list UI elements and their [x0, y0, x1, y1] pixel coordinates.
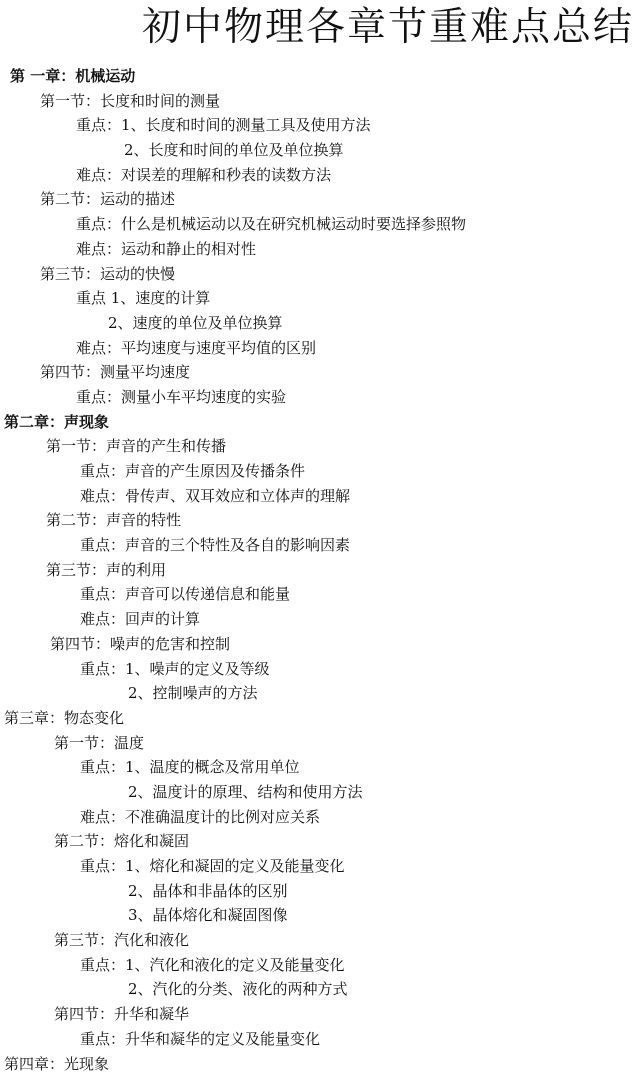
key-point-text: 重点：声音可以传递信息和能量 [80, 582, 290, 607]
key-point-text: 重点：1、熔化和凝固的定义及能量变化 [80, 854, 345, 879]
section-heading [0, 731, 640, 756]
section-label: 第四节：测量平均速度 [40, 360, 190, 385]
chapter-label: 第四章：光现象 [4, 1052, 109, 1076]
sub-point [0, 138, 640, 163]
chapter-label: 第 一章：机械运动 [10, 64, 135, 89]
section-label: 第一节：长度和时间的测量 [40, 89, 220, 114]
sub-point-text: 2、速度的单位及单位换算 [108, 311, 283, 336]
key-point [0, 286, 640, 311]
key-point-text: 重点：1、汽化和液化的定义及能量变化 [80, 953, 345, 978]
section-heading [0, 1002, 640, 1027]
key-point-text: 重点：1、温度的概念及常用单位 [80, 755, 300, 780]
sub-point-text: 3、晶体熔化和凝固图像 [128, 903, 288, 928]
difficult-point-text: 难点：骨传声、双耳效应和立体声的理解 [80, 484, 350, 509]
difficult-point [0, 484, 640, 509]
key-point [0, 582, 640, 607]
key-point [0, 854, 640, 879]
section-heading [0, 928, 640, 953]
section-label: 第四节：噪声的危害和控制 [50, 632, 230, 657]
difficult-point [0, 607, 640, 632]
difficult-point-text: 难点：回声的计算 [80, 607, 200, 632]
key-point-text: 重点：声音的产生原因及传播条件 [80, 459, 305, 484]
difficult-point-text: 难点：运动和静止的相对性 [76, 237, 256, 262]
key-point-text: 重点 1、速度的计算 [76, 286, 210, 311]
section-heading [0, 829, 640, 854]
key-point [0, 533, 640, 558]
section-label: 第一节：声音的产生和传播 [46, 434, 226, 459]
chapter-label: 第三章：物态变化 [4, 706, 124, 731]
key-point [0, 953, 640, 978]
key-point [0, 657, 640, 682]
section-label: 第三节：运动的快慢 [40, 262, 175, 287]
difficult-point-text: 难点：对误差的理解和秒表的读数方法 [76, 163, 331, 188]
sub-point [0, 311, 640, 336]
section-label: 第三节：汽化和液化 [54, 928, 189, 953]
key-point [0, 459, 640, 484]
key-point-text: 重点：测量小车平均速度的实验 [76, 385, 286, 410]
difficult-point [0, 336, 640, 361]
key-point [0, 1027, 640, 1052]
key-point-text: 重点：1、噪声的定义及等级 [80, 657, 270, 682]
key-point-text: 重点：1、长度和时间的测量工具及使用方法 [76, 113, 371, 138]
sub-point [0, 977, 640, 1002]
key-point [0, 212, 640, 237]
sub-point-text: 2、长度和时间的单位及单位换算 [124, 138, 344, 163]
section-heading [0, 508, 640, 533]
section-label: 第二节：熔化和凝固 [54, 829, 189, 854]
section-label: 第四节：升华和凝华 [54, 1002, 189, 1027]
difficult-point [0, 805, 640, 830]
section-heading [0, 360, 640, 385]
key-point [0, 755, 640, 780]
key-point-text: 重点：什么是机械运动以及在研究机械运动时要选择参照物 [76, 212, 466, 237]
key-point [0, 113, 640, 138]
chapter-heading [0, 64, 640, 89]
difficult-point [0, 163, 640, 188]
section-label: 第二节：运动的描述 [40, 187, 175, 212]
section-label: 第一节：温度 [54, 731, 144, 756]
difficult-point-text: 难点：不准确温度计的比例对应关系 [80, 805, 320, 830]
sub-point [0, 681, 640, 706]
difficult-point [0, 237, 640, 262]
sub-point [0, 879, 640, 904]
sub-point-text: 2、控制噪声的方法 [128, 681, 258, 706]
section-heading [0, 262, 640, 287]
chapter-label: 第二章：声现象 [4, 410, 109, 435]
outline-list [0, 64, 640, 1076]
chapter-heading [0, 706, 640, 731]
sub-point-text: 2、温度计的原理、结构和使用方法 [128, 780, 363, 805]
key-point [0, 385, 640, 410]
key-point-text: 重点：声音的三个特性及各自的影响因素 [80, 533, 350, 558]
difficult-point-text: 难点：平均速度与速度平均值的区别 [76, 336, 316, 361]
section-label: 第三节：声的利用 [46, 558, 166, 583]
chapter-heading [0, 1052, 640, 1076]
section-heading [0, 89, 640, 114]
sub-point [0, 903, 640, 928]
section-heading [0, 187, 640, 212]
sub-point-text: 2、汽化的分类、液化的两种方式 [128, 977, 348, 1002]
chapter-heading [0, 410, 640, 435]
section-label: 第二节：声音的特性 [46, 508, 181, 533]
document-title: 初中物理各章节重难点总结 [142, 2, 634, 54]
section-heading [0, 558, 640, 583]
sub-point-text: 2、晶体和非晶体的区别 [128, 879, 288, 904]
section-heading [0, 632, 640, 657]
section-heading [0, 434, 640, 459]
key-point-text: 重点：升华和凝华的定义及能量变化 [80, 1027, 320, 1052]
sub-point [0, 780, 640, 805]
